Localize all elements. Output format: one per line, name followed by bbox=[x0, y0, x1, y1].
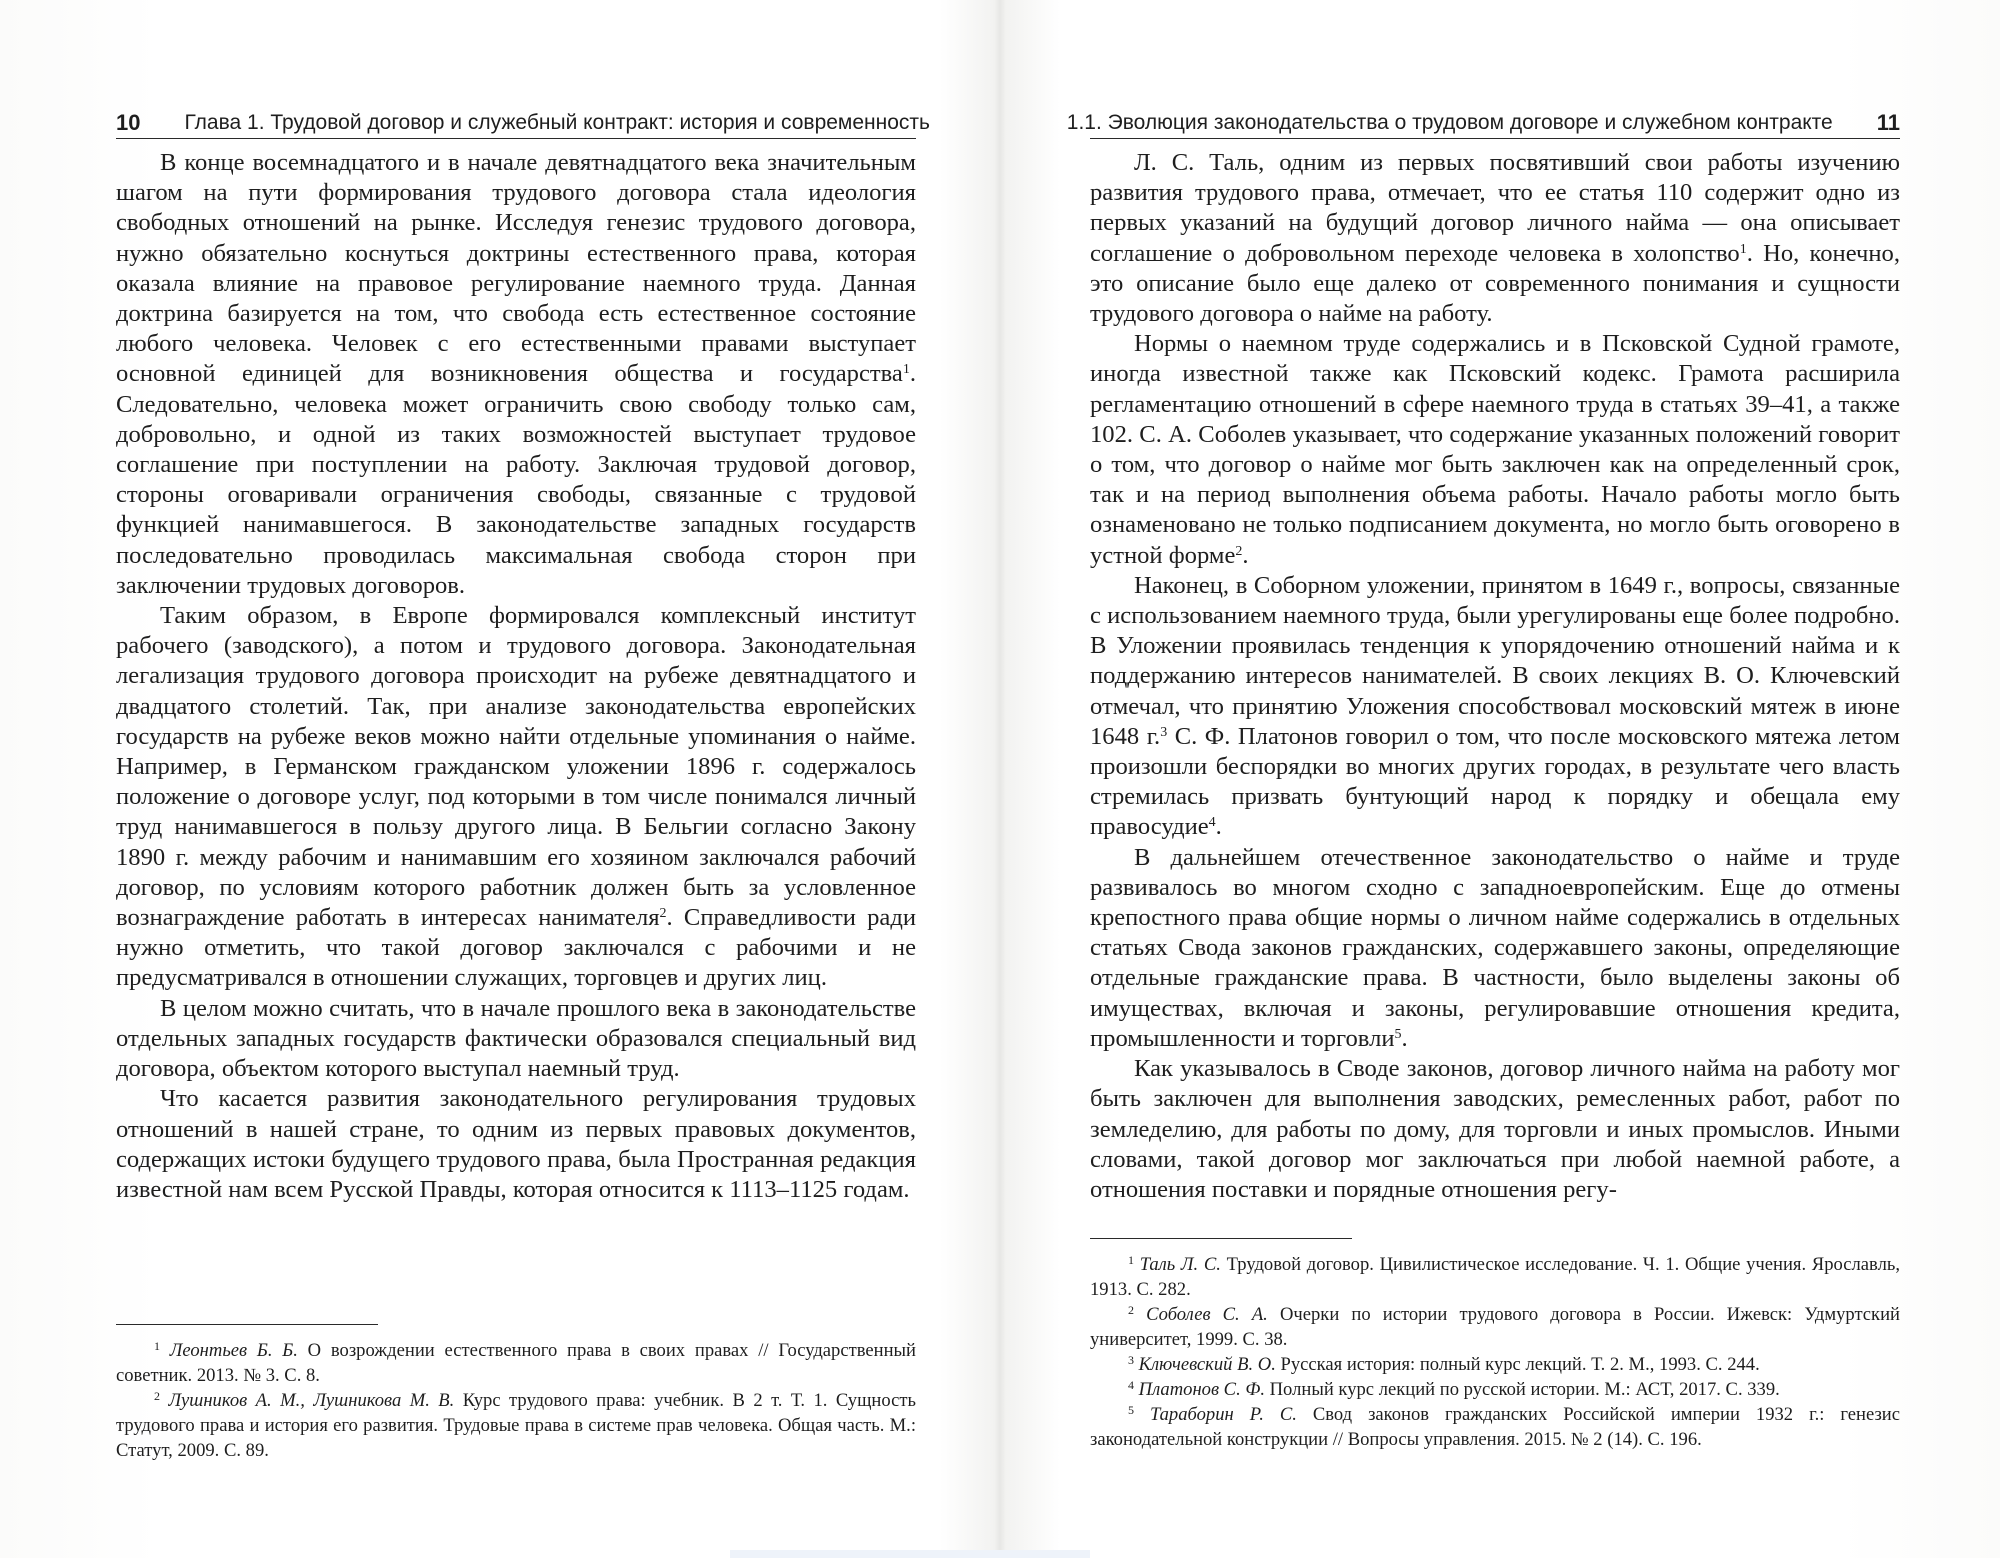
paragraph-text: Нормы о наемном труде содержались и в Псковской Судной грамоте, иногда известной также как Псковский кодекс. Грамота расширила регламентацию отношений в сфере наемного труда в статьях 39–41, а также 102. С. А. Соболев указывает, что содержание указанных положений говорит о том, что договор о найме мог быть заключен как на определенный срок, так и на период выполнения объема работы. Начало работы могло быть ознаменовано не только подписанием документа, но могло быть оговорено в устной форме bbox=[1090, 330, 1900, 569]
footnote-number: 4 bbox=[1128, 1378, 1134, 1392]
footnote-number: 1 bbox=[154, 1339, 160, 1353]
footnote bbox=[116, 1338, 916, 1388]
footnote-text: Полный курс лекций по русской истории. М.: АСТ, 2017. С. 339. bbox=[1264, 1379, 1780, 1400]
right-running-head-title: 1.1. Эволюция законодательства о трудовом договоре и служебном контракте bbox=[1066, 111, 1833, 134]
footnote-marker: 2 bbox=[1235, 543, 1243, 559]
paragraph-text: Таким образом, в Европе формировался комплексный институт рабочего (заводского), а потом и трудового договора. Законодательная легализация трудового договора происходит на рубеже девятнадцатого и двадцатого столетий. Так, при анализе законодательства европейских государств на рубеже веков можно найти отдельные упоминания о найме. Например, в Германском гражданском уложении 1896 г. содержалось положение о договоре услуг, под которыми в том числе понимался личный труд нанимавшегося в пользу другого лица. В Бельгии согласно Закону 1890 г. между рабочим и нанимавшим его хозяином заключался рабочий договор, по условиям которого работник должен быть за условленное вознаграждение работать в интересах нанимателя bbox=[116, 602, 916, 932]
left-page-number: 10 bbox=[116, 110, 141, 135]
footnote bbox=[1090, 1377, 1900, 1402]
footnote-marker: 1 bbox=[902, 362, 910, 378]
footnote-number: 2 bbox=[1128, 1303, 1134, 1317]
right-footnote-rule bbox=[1090, 1238, 1352, 1239]
footnote-author: Соболев С. А. bbox=[1146, 1304, 1268, 1325]
paragraph-text: С. Ф. Платонов говорил о том, что после московского мятежа летом произошли беспорядки во многих других городах, в результате чего власть стремилась призвать бунтующий народ к порядку и обещала ему правосудие bbox=[1090, 722, 1900, 841]
footnote-author: Тараборин Р. С. bbox=[1149, 1404, 1297, 1425]
footnote-number: 3 bbox=[1128, 1353, 1134, 1367]
footnote bbox=[1090, 1352, 1900, 1377]
paragraph bbox=[116, 994, 916, 1085]
right-page bbox=[1066, 0, 1900, 1558]
footnote-marker: 5 bbox=[1394, 1026, 1402, 1042]
paragraph bbox=[1090, 571, 1900, 843]
paragraph-text: . bbox=[1242, 541, 1249, 569]
footnote-number: 5 bbox=[1128, 1403, 1134, 1417]
footnote-number: 2 bbox=[154, 1389, 160, 1403]
paragraph bbox=[1090, 148, 1900, 329]
paragraph-text: Наконец, в Соборном уложении, принятом в 1649 г., вопросы, связанные с использованием наемного труда, были урегулированы еще более подробно. В Уложении проявилась тенденция к упорядочению отношений найма и к поддержанию интересов нанимателей. В своих лекциях В. О. Ключевский отмечал, что принятию Уложения способствовал московский мятеж в июне 1648 г. bbox=[1090, 571, 1900, 750]
footnote-text: Свод законов гражданских Российской империи 1932 г.: генезис законодательной конструкции // Вопросы управления. 2015. № 2 (14). С. 196. bbox=[1090, 1404, 1900, 1450]
left-running-head bbox=[116, 104, 930, 139]
book-gutter bbox=[994, 0, 1006, 1558]
paragraph-text: Л. С. Таль, одним из первых посвятивший свои работы изучению развития трудового права, отмечает, что ее статья 110 содержит одно из первых указаний на будущий договор личного найма — она описывает соглашение о добровольном переходе человека в холопство bbox=[1090, 149, 1900, 267]
footnote-author: Леонтьев Б. Б. bbox=[169, 1340, 298, 1361]
footnote bbox=[1090, 1302, 1900, 1352]
paragraph bbox=[116, 148, 916, 601]
footnote-number: 1 bbox=[1128, 1253, 1134, 1267]
paragraph bbox=[1090, 329, 1900, 571]
footnote bbox=[1090, 1402, 1900, 1452]
right-footnotes bbox=[1090, 1252, 1900, 1452]
footnote-text: О возрождении естественного права в своих правах // Государственный советник. 2013. № 3. С. 8. bbox=[116, 1340, 916, 1386]
right-running-head bbox=[1066, 104, 1900, 139]
paragraph-text: В целом можно считать, что в начале прошлого века в законодательстве отдельных западных государств фактически образовался специальный вид договора, объектом которого выступал наемный труд. bbox=[116, 994, 916, 1083]
footnote-author: Лушников А. М., Лушникова М. В. bbox=[168, 1390, 455, 1411]
paragraph-text: . Но, конечно, это описание было еще далеко от современного понимания и сущности трудового договора о найме на работу. bbox=[1090, 239, 1900, 328]
left-footnotes bbox=[116, 1338, 916, 1463]
footnote-author: Таль Л. С. bbox=[1139, 1254, 1221, 1275]
paragraph bbox=[116, 1084, 916, 1205]
footnote-author: Платонов С. Ф. bbox=[1138, 1379, 1265, 1400]
left-body-text bbox=[116, 148, 916, 1205]
right-body-text bbox=[1090, 148, 1900, 1205]
footnote-marker: 2 bbox=[659, 906, 667, 922]
paragraph bbox=[116, 601, 916, 994]
footnote-text: Русская история: полный курс лекций. Т. 2. М., 1993. С. 244. bbox=[1275, 1354, 1760, 1375]
left-footnote-rule bbox=[116, 1324, 378, 1325]
paragraph-text: . bbox=[1401, 1024, 1408, 1052]
paragraph-text: Как указывалось в Своде законов, договор личного найма на работу мог быть заключен для выполнения заводских, ремесленных работ, работ по земледелию, для работы по дому, для торговли и иных промыслов. Иными словами, такой договор мог заключаться при любой наемной работе, а отношения поставки и порядные отношения регу- bbox=[1090, 1055, 1900, 1203]
paragraph-text: В конце восемнадцатого и в начале девятнадцатого века значительным шагом на пути формирования трудового договора стала идеология свободных отношений на рынке. Исследуя генезис трудового договора, нужно обязательно коснуться доктрины естественного права, которая оказала влияние на правовое регулирование наемного труда. Данная доктрина базируется на том, что свобода есть естественное состояние любого человека. Человек с его естественными правами выступает основной единицей для возникновения общества и государства bbox=[116, 149, 916, 388]
paragraph bbox=[1090, 1054, 1900, 1205]
right-page-number: 11 bbox=[1876, 110, 1900, 135]
left-running-head-title: Глава 1. Трудовой договор и служебный контракт: история и современность bbox=[184, 111, 930, 134]
footnote-marker: 3 bbox=[1160, 724, 1168, 740]
footnote-marker: 1 bbox=[1739, 241, 1747, 257]
footnote bbox=[116, 1388, 916, 1463]
footnote-text: Очерки по истории трудового договора в России. Ижевск: Удмуртский университет, 1999. С. 38. bbox=[1090, 1304, 1900, 1350]
footnote-text: Курс трудового права: учебник. В 2 т. Т. 1. Сущность трудового права и история его развития. Трудовые права в системе прав человека. Общая часть. М.: Статут, 2009. С. 89. bbox=[116, 1390, 916, 1461]
footnote-text: Трудовой договор. Цивилистическое исследование. Ч. 1. Общие учения. Ярославль, 1913. С. 282. bbox=[1090, 1254, 1900, 1300]
paragraph-text: . Справедливости ради нужно отметить, что такой договор заключался с рабочими и не предусматривался в отношении служащих, торговцев и других лиц. bbox=[116, 904, 916, 992]
footnote-author: Ключевский В. О. bbox=[1138, 1354, 1276, 1375]
paragraph-text: . Следовательно, человека может ограничить свою свободу только сам, добровольно, и одной из таких возможностей выступает трудовое соглашение при поступлении на работу. Заключая трудовой договор, стороны оговаривали ограничения свободы, связанные с трудовой функцией нанимавшегося. В законодательстве западных государств последовательно проводилась максимальная свобода сторон при заключении трудовых договоров. bbox=[116, 360, 916, 599]
footnote bbox=[1090, 1252, 1900, 1302]
scan-edge-mark bbox=[730, 1550, 1090, 1558]
paragraph-text: . bbox=[1215, 813, 1222, 841]
footnote-marker: 4 bbox=[1208, 815, 1216, 831]
left-page bbox=[116, 0, 930, 1558]
paragraph-text: В дальнейшем отечественное законодательство о найме и труде развивалось во многом сходно с западноевропейским. Еще до отмены крепостного права общие нормы о личном найме содержались в отдельных статьях Свода законов гражданских, содержавшего законы, определяющие отдельные гражданские права. В частности, было выделены законы об имуществах, включая и законы, регулировавшие отношения кредита, промышленности и торговли bbox=[1090, 843, 1900, 1052]
paragraph-text: Что касается развития законодательного регулирования трудовых отношений в нашей стране, то одним из первых правовых документов, содержащих истоки будущего трудового права, была Пространная редакция известной нам всем Русской Правды, которая относится к 1113–1125 годам. bbox=[116, 1085, 916, 1203]
paragraph bbox=[1090, 843, 1900, 1054]
